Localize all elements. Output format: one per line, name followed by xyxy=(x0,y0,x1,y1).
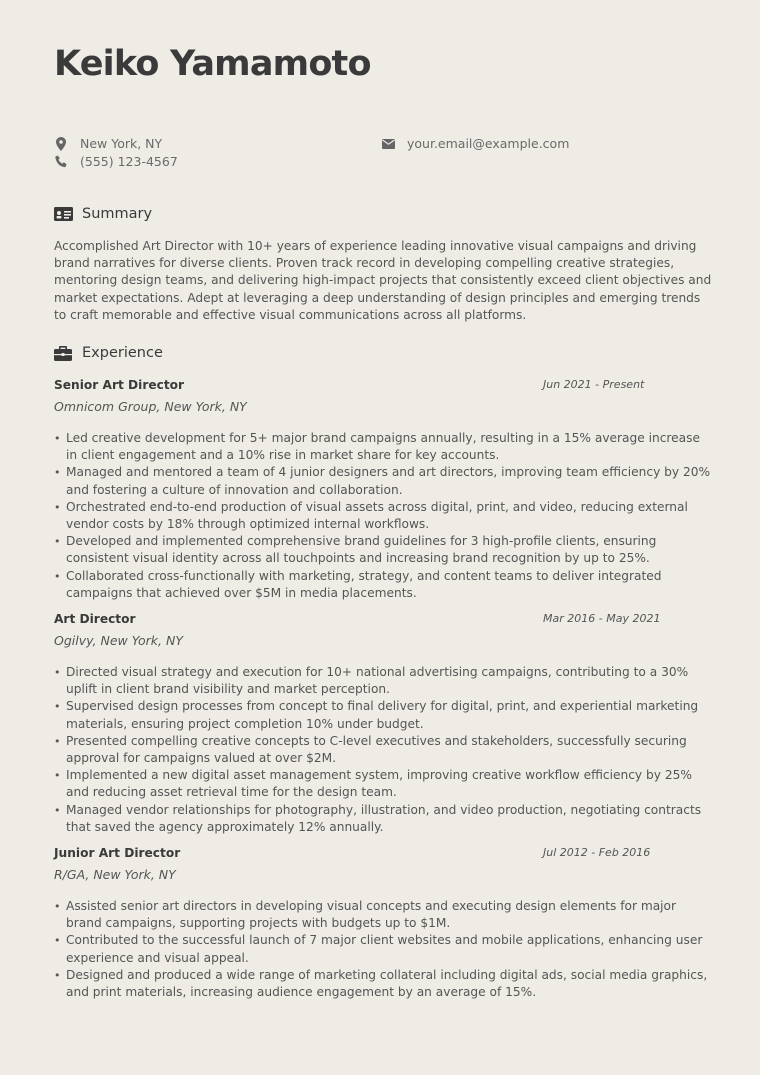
job-dates: Jun 2021 - Present xyxy=(543,378,645,391)
summary-text: Accomplished Art Director with 10+ years of experience leading innovative visual campaigns and driving brand narratives for diverse clients. Proven track record in developing compelling creative strategies, mentoring design teams, and delivering high-impact projects that consistently exceed client objectives and market expectations. Adept at leveraging a deep understanding of design principles and emerging trends to craft memorable and effective visual communications across all platforms. xyxy=(54,239,712,322)
job-dates: Mar 2016 - May 2021 xyxy=(543,612,661,625)
job-bullets xyxy=(54,664,714,836)
summary-heading xyxy=(54,206,152,222)
bullet-item: • Managed and mentored a team of 4 junior designers and art directors, improving team efficiency by 20% and fostering a culture of innovation and collaboration. xyxy=(54,464,714,498)
bullet-item: • Developed and implemented comprehensive brand guidelines for 3 high-profile clients, ensuring consistent visual identity across all touchpoints and increasing brand recognition by up to 25%. xyxy=(54,533,714,567)
bullet-item: • Presented compelling creative concepts to C-level executives and stakeholders, successfully securing approval for campaigns valued at over $2M. xyxy=(54,733,714,767)
bullet-item: • Directed visual strategy and execution for 10+ national advertising campaigns, contributing to a 30% uplift in client brand visibility and market perception. xyxy=(54,664,714,698)
contact-location xyxy=(54,136,162,151)
bullet-item: • Led creative development for 5+ major brand campaigns annually, resulting in a 15% average increase in client engagement and a 10% rise in market share for key accounts. xyxy=(54,430,714,464)
job-company: Ogilvy, New York, NY xyxy=(54,633,183,648)
candidate-name: Keiko Yamamoto xyxy=(54,44,371,84)
job-company: Omnicom Group, New York, NY xyxy=(54,399,247,414)
briefcase-icon xyxy=(54,345,74,361)
experience-heading xyxy=(54,345,163,361)
location-text: New York, NY xyxy=(80,136,163,151)
job-bullets xyxy=(54,430,714,602)
job-title: Junior Art Director xyxy=(54,846,181,860)
experience-heading-text: Experience xyxy=(82,345,163,361)
bullet-item: • Assisted senior art directors in developing visual concepts and executing design elements for major brand campaigns, supporting projects with budgets up to $1M. xyxy=(54,898,714,932)
job-title: Senior Art Director xyxy=(54,378,185,392)
phone-icon xyxy=(54,155,68,169)
bullet-item: • Collaborated cross-functionally with marketing, strategy, and content teams to deliver integrated campaigns that achieved over $5M in media placements. xyxy=(54,568,714,602)
bullet-item: • Supervised design processes from concept to final delivery for digital, print, and experiential marketing materials, ensuring project completion 10% under budget. xyxy=(54,698,714,732)
bullet-item: • Orchestrated end-to-end production of visual assets across digital, print, and video, reducing external vendor costs by 18% through optimized internal workflows. xyxy=(54,499,714,533)
phone-text: (555) 123-4567 xyxy=(80,154,178,169)
job-dates: Jul 2012 - Feb 2016 xyxy=(543,846,651,859)
job-bullets xyxy=(54,898,714,1001)
location-pin-icon xyxy=(54,137,68,151)
contact-email xyxy=(381,136,569,151)
email-text: your.email@example.com xyxy=(407,136,570,151)
bullet-item: • Designed and produced a wide range of marketing collateral including digital ads, social media graphics, and print materials, increasing audience engagement by an average of 15%. xyxy=(54,967,714,1001)
job-company: R/GA, New York, NY xyxy=(54,867,176,882)
contact-phone xyxy=(54,154,178,169)
id-card-icon xyxy=(54,206,74,222)
bullet-item: • Contributed to the successful launch of 7 major client websites and mobile applications, enhancing user experience and visual appeal. xyxy=(54,932,714,966)
summary-heading-text: Summary xyxy=(82,206,153,222)
bullet-item: • Managed vendor relationships for photography, illustration, and video production, negotiating contracts that saved the agency approximately 12% annually. xyxy=(54,802,714,836)
envelope-icon xyxy=(381,137,395,151)
bullet-item: • Implemented a new digital asset management system, improving creative workflow efficiency by 25% and reducing asset retrieval time for the design team. xyxy=(54,767,714,801)
job-title: Art Director xyxy=(54,612,136,626)
